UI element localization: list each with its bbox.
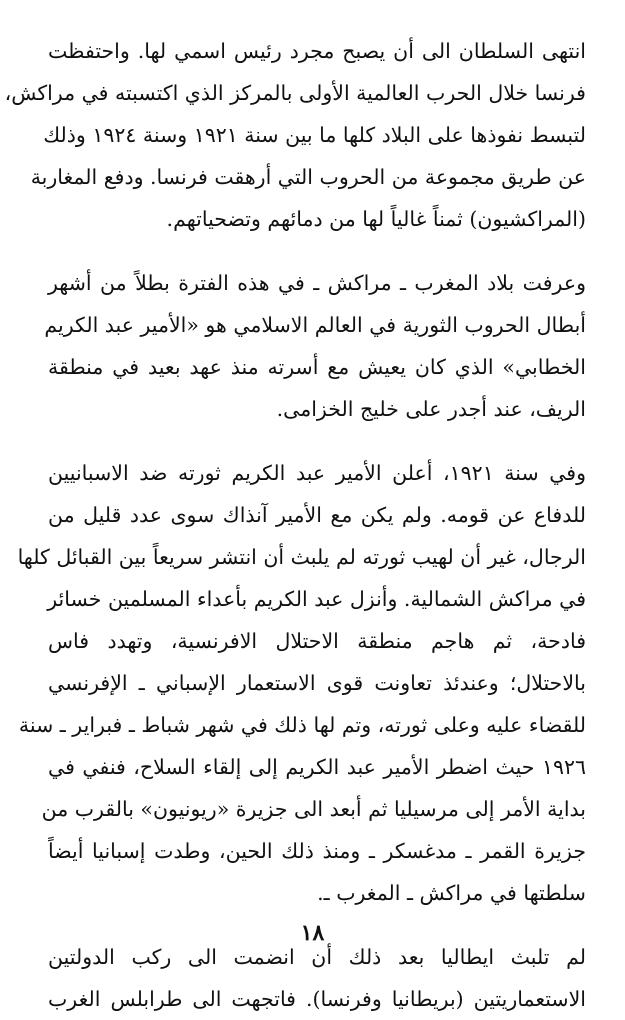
text-line: عن طريق مجموعة من الحروب التي أرهقت فرنسا. ودفع المغاربة bbox=[30, 165, 586, 189]
page-body bbox=[4, 30, 586, 1020]
text-line: انتهى السلطان الى أن يصبح مجرد رئيس اسمي لها. واحتفظت bbox=[48, 39, 586, 63]
text-line: وفي سنة ١٩٢١، أعلن الأمير عبد الكريم ثورته ضد الاسبانيين bbox=[48, 461, 586, 485]
text-line: فادحة، ثم هاجم منطقة الاحتلال الافرنسية، وتهدد فاس bbox=[48, 629, 586, 653]
paragraph bbox=[44, 262, 586, 430]
text-line: سلطتها في مراكش ـ المغرب ـ. bbox=[317, 881, 586, 905]
text-line: بداية الأمر إلى مرسيليا ثم أبعد الى جزيرة «ريونيون» بالقرب من bbox=[41, 797, 586, 821]
text-line: للدفاع عن قومه. ولم يكن مع الأمير آنذاك سوى عدد قليل من bbox=[48, 503, 586, 527]
paragraph bbox=[48, 936, 586, 1020]
page-number: ١٨ bbox=[300, 920, 325, 946]
paragraph-gap bbox=[48, 430, 586, 452]
text-line: ١٩٢٦ حيث اضطر الأمير عبد الكريم إلى إلقاء السلاح، فنفي في bbox=[48, 755, 586, 779]
text-line: الخطابي» الذي كان يعيش مع أسرته منذ عهد بعيد في منطقة bbox=[48, 355, 586, 379]
text-line: أبطال الحروب الثورية في العالم الاسلامي هو «الأمير عبد الكريم bbox=[44, 313, 586, 337]
text-line: بالاحتلال؛ وعندئذ تعاونت قوى الاستعمار الإسباني ـ الإفرنسي bbox=[48, 671, 586, 695]
text-line: الاستعماريتين (بريطانيا وفرنسا). فاتجهت الى طرابلس الغرب bbox=[48, 987, 586, 1011]
text-line: الرجال، غير أن لهيب ثورته لم يلبث أن انتشر سريعاً بين القبائل كلها bbox=[17, 545, 586, 569]
text-line: للقضاء عليه وعلى ثورته، وتم لها ذلك في شهر شباط ـ فبراير ـ سنة bbox=[18, 713, 586, 737]
text-line: لم تلبث ايطاليا بعد ذلك أن انضمت الى ركب الدولتين bbox=[48, 945, 586, 969]
text-line: وعرفت بلاد المغرب ـ مراكش ـ في هذه الفترة بطلاً من أشهر bbox=[48, 271, 586, 295]
text-line: جزيرة القمر ـ مدغسكر ـ ومنذ ذلك الحين، وطدت إسبانيا أيضاً bbox=[48, 839, 586, 863]
text-line: (المراكشيون) ثمناً غالياً لها من دمائهم وتضحياتهم. bbox=[166, 207, 586, 231]
paragraph-gap bbox=[48, 240, 586, 262]
text-line: لتبسط نفوذها على البلاد كلها ما بين سنة ١٩٢١ وسنة ١٩٢٤ وذلك bbox=[43, 123, 586, 147]
text-line: فرنسا خلال الحرب العالمية الأولى بالمركز الذي اكتسبته في مراكش، bbox=[4, 81, 586, 105]
paragraph bbox=[17, 452, 586, 914]
text-line: في مراكش الشمالية. وأنزل عبد الكريم بأعداء المسلمين خسائر bbox=[47, 587, 586, 611]
paragraph bbox=[4, 30, 586, 240]
text-line: الريف، عند أجدر على خليج الخزامى. bbox=[276, 397, 586, 421]
